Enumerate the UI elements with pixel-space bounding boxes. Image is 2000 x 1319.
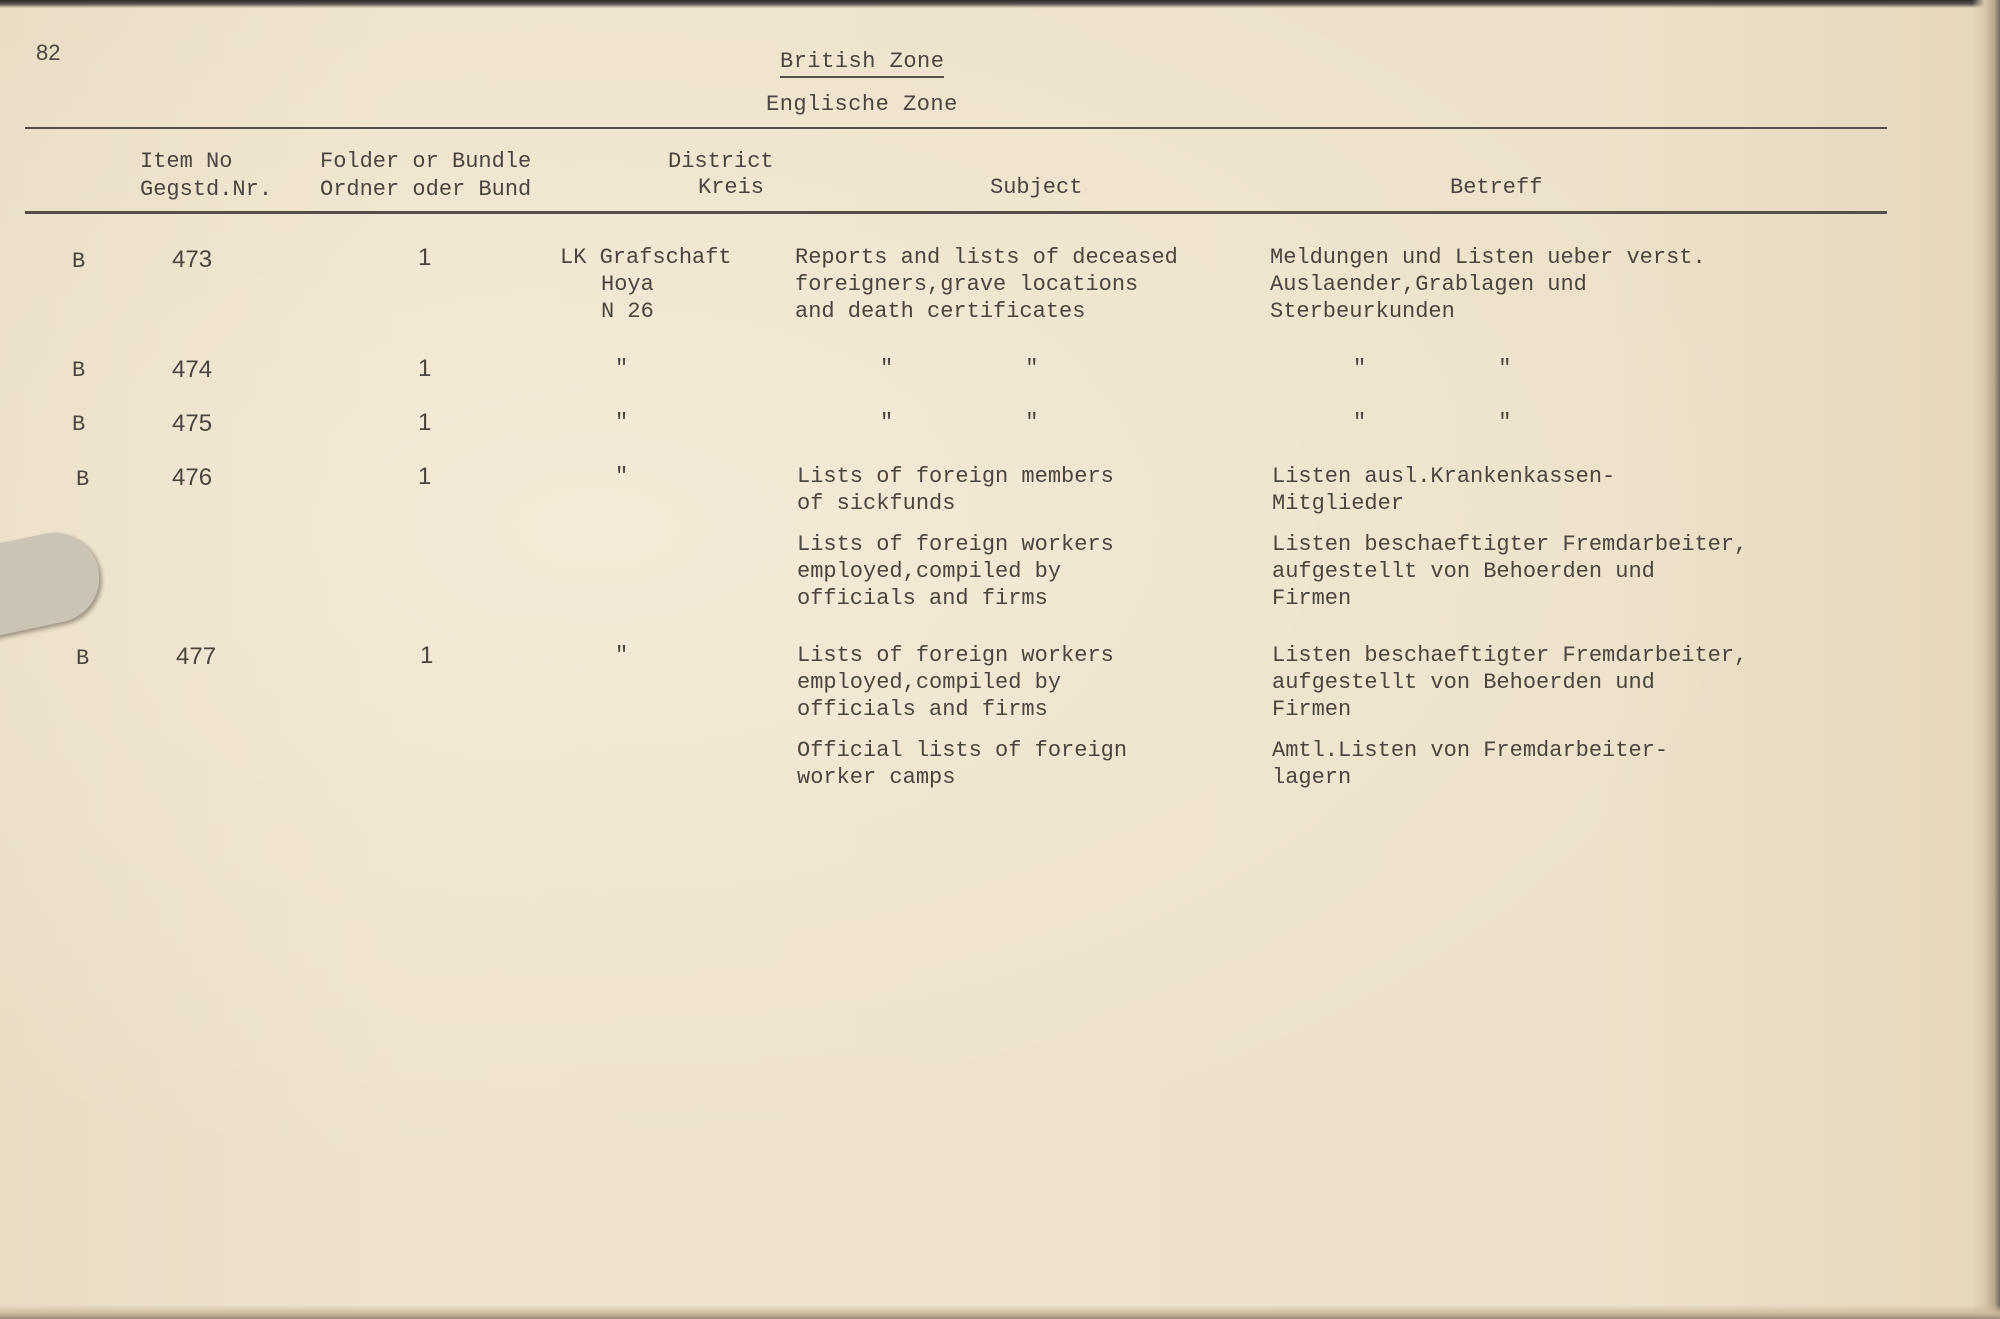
row-476-subject2-line2: employed,compiled by [797,559,1062,584]
row-476-subject2-line1: Lists of foreign workers [797,532,1114,557]
row-473-betreff-line2: Auslaender,Grablagen und [1270,272,1587,297]
row-476-betreff2-line3: Firmen [1272,586,1352,611]
row-477-subject2-line1: Official lists of foreign [797,738,1128,763]
row-477-subject2-line2: worker camps [797,765,956,790]
header-bottom-rule [25,211,1887,214]
zone-subtitle: Englische Zone [766,92,958,117]
header-item-no-de: Gegstd.Nr. [140,177,273,202]
row-473-district-line1: LK Grafschaft [560,245,732,270]
row-477-district: " [615,643,629,668]
page-top-edge [0,0,2000,8]
page-right-edge [1972,0,2000,1319]
row-473-folder: 1 [418,244,432,271]
row-473-subject-line3: and death certificates [795,299,1086,324]
row-477-betreff-line2: aufgestellt von Behoerden und [1272,670,1655,695]
header-subject: Subject [990,175,1083,200]
row-474-district: " [615,356,629,381]
row-475-series: B [72,412,86,437]
page-number: 82 [36,40,61,65]
row-474-betreff: " " [1353,356,1512,381]
header-folder-en: Folder or Bundle [320,149,532,174]
paper-clip [0,524,108,645]
row-476-subject-line2: of sickfunds [797,491,956,516]
row-477-folder: 1 [420,642,434,669]
row-473-subject-line1: Reports and lists of deceased [795,245,1178,270]
row-476-folder: 1 [418,463,432,490]
header-district-de: Kreis [698,175,765,200]
row-474-series: B [72,358,86,383]
row-477-betreff-line3: Firmen [1272,697,1352,722]
row-473-district-line3: N 26 [601,299,654,324]
row-475-betreff: " " [1353,410,1512,435]
row-473-district-line2: Hoya [601,272,654,297]
row-477-item: 477 [176,643,217,670]
row-473-item: 473 [172,246,213,273]
header-folder-de: Ordner oder Bund [320,177,532,202]
row-474-folder: 1 [418,355,432,382]
header-top-rule [25,127,1887,129]
row-473-betreff-line3: Sterbeurkunden [1270,299,1455,324]
header-district-en: District [668,149,774,174]
row-473-series: B [72,249,86,274]
row-477-subject-line1: Lists of foreign workers [797,643,1114,668]
row-476-betreff2-line2: aufgestellt von Behoerden und [1272,559,1655,584]
row-475-folder: 1 [418,409,432,436]
row-476-series: B [76,467,90,492]
row-473-betreff-line1: Meldungen und Listen ueber verst. [1270,245,1706,270]
row-473-subject-line2: foreigners,grave locations [795,272,1139,297]
row-476-betreff-line2: Mitglieder [1272,491,1405,516]
row-476-betreff-line1: Listen ausl.Krankenkassen- [1272,464,1616,489]
row-476-betreff2-line1: Listen beschaeftigter Fremdarbeiter, [1272,532,1748,557]
row-475-item: 475 [172,410,213,437]
row-474-subject: " " [880,356,1039,381]
zone-title: British Zone [780,49,944,78]
row-475-subject: " " [880,410,1039,435]
row-477-betreff2-line2: lagern [1272,765,1352,790]
row-477-subject-line2: employed,compiled by [797,670,1062,695]
row-477-subject-line3: officials and firms [797,697,1048,722]
header-betreff: Betreff [1450,175,1543,200]
row-475-district: " [615,410,629,435]
row-477-betreff-line1: Listen beschaeftigter Fremdarbeiter, [1272,643,1748,668]
row-476-subject2-line3: officials and firms [797,586,1048,611]
row-474-item: 474 [172,356,213,383]
row-476-subject-line1: Lists of foreign members [797,464,1114,489]
row-476-district: " [615,464,629,489]
row-476-item: 476 [172,464,213,491]
row-477-betreff2-line1: Amtl.Listen von Fremdarbeiter- [1272,738,1669,763]
row-477-series: B [76,646,90,671]
header-item-no-en: Item No [140,149,233,174]
page-bottom-edge [0,1305,2000,1319]
